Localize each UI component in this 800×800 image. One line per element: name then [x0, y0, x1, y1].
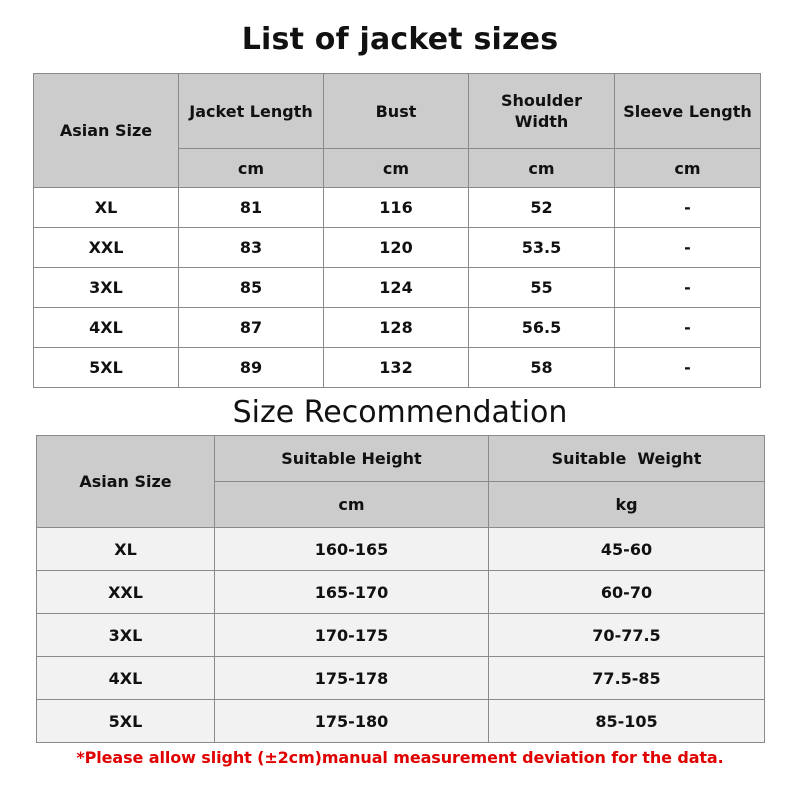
height-cell: 170-175: [215, 614, 489, 657]
weight-cell: 60-70: [489, 571, 765, 614]
bust-cell: 128: [324, 308, 469, 348]
header-sleeve-length: Sleeve Length: [615, 74, 761, 149]
recommendation-title: Size Recommendation: [232, 395, 568, 430]
height-cell: 175-180: [215, 700, 489, 743]
size-cell: XL: [37, 528, 215, 571]
shoulder-width-cell: 52: [469, 188, 615, 228]
size-cell: 3XL: [34, 268, 179, 308]
size-cell: 4XL: [37, 657, 215, 700]
jacket-length-cell: 87: [179, 308, 324, 348]
header-suitable-weight: Suitable Weight: [489, 436, 765, 482]
table-row: [37, 657, 765, 700]
jacket-length-cell: 81: [179, 188, 324, 228]
bust-cell: 124: [324, 268, 469, 308]
bust-cell: 116: [324, 188, 469, 228]
height-cell: 160-165: [215, 528, 489, 571]
jacket-length-cell: 89: [179, 348, 324, 388]
size-list-title: List of jacket sizes: [241, 22, 559, 57]
size-cell: 3XL: [37, 614, 215, 657]
sleeve-length-cell: -: [615, 268, 761, 308]
header-jacket-length: Jacket Length: [179, 74, 324, 149]
header-asian-size: Asian Size: [34, 74, 179, 188]
sleeve-length-cell: -: [615, 348, 761, 388]
table-row: [34, 188, 761, 228]
table-row: [37, 700, 765, 743]
size-cell: 5XL: [37, 700, 215, 743]
unit-cell: kg: [489, 482, 765, 528]
sleeve-length-cell: -: [615, 188, 761, 228]
unit-cell: cm: [179, 149, 324, 188]
size-cell: XXL: [37, 571, 215, 614]
weight-cell: 77.5-85: [489, 657, 765, 700]
unit-cell: cm: [615, 149, 761, 188]
height-cell: 175-178: [215, 657, 489, 700]
table-row: [34, 348, 761, 388]
bust-cell: 120: [324, 228, 469, 268]
unit-cell: cm: [215, 482, 489, 528]
weight-cell: 45-60: [489, 528, 765, 571]
size-cell: XXL: [34, 228, 179, 268]
header-asian-size: Asian Size: [37, 436, 215, 528]
size-cell: XL: [34, 188, 179, 228]
size-cell: 4XL: [34, 308, 179, 348]
weight-cell: 85-105: [489, 700, 765, 743]
recommendation-table: [36, 435, 765, 743]
shoulder-width-cell: 58: [469, 348, 615, 388]
shoulder-width-cell: 53.5: [469, 228, 615, 268]
sleeve-length-cell: -: [615, 308, 761, 348]
height-cell: 165-170: [215, 571, 489, 614]
shoulder-width-cell: 56.5: [469, 308, 615, 348]
table-row: [37, 528, 765, 571]
header-bust: Bust: [324, 74, 469, 149]
measurement-note: *Please allow slight (±2cm)manual measurement deviation for the data.: [76, 748, 724, 767]
header-suitable-height: Suitable Height: [215, 436, 489, 482]
weight-cell: 70-77.5: [489, 614, 765, 657]
sleeve-length-cell: -: [615, 228, 761, 268]
bust-cell: 132: [324, 348, 469, 388]
table-row: [37, 614, 765, 657]
table-row: [34, 308, 761, 348]
jacket-length-cell: 85: [179, 268, 324, 308]
jacket-length-cell: 83: [179, 228, 324, 268]
unit-cell: cm: [324, 149, 469, 188]
header-shoulder-width: Shoulder Width: [469, 74, 615, 149]
table-row: [34, 228, 761, 268]
shoulder-width-cell: 55: [469, 268, 615, 308]
unit-cell: cm: [469, 149, 615, 188]
size-list-table: [33, 73, 761, 388]
size-cell: 5XL: [34, 348, 179, 388]
table-row: [34, 268, 761, 308]
table-row: [37, 571, 765, 614]
